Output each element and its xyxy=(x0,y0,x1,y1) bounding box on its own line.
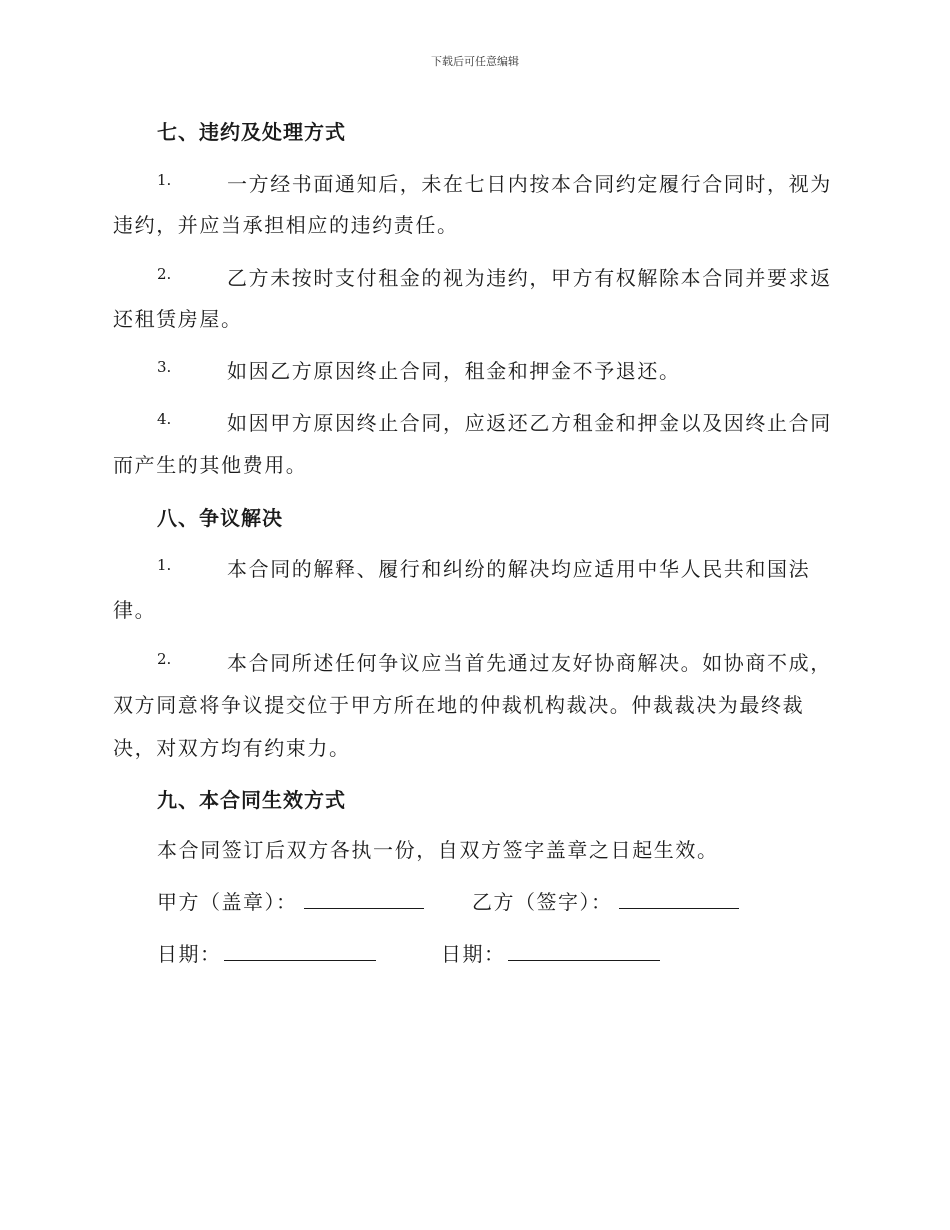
section-7-item-3-number: 3. xyxy=(157,358,172,376)
section-7-item-2-number: 2. xyxy=(157,265,172,283)
section-7-item-1-line-1: 一方经书面通知后，未在七日内按本合同约定履行合同时，视为 xyxy=(227,172,832,196)
section-7-item-4-number: 4. xyxy=(157,410,172,428)
section-7-heading: 七、违约及处理方式 xyxy=(157,120,346,144)
party-b-signature-line[interactable] xyxy=(619,890,739,909)
party-a-date xyxy=(157,938,376,967)
party-a-signature-line[interactable] xyxy=(304,890,424,909)
section-7-item-4-line-1: 如因甲方原因终止合同，应返还乙方租金和押金以及因终止合同 xyxy=(227,411,832,435)
section-9-body: 本合同签订后双方各执一份，自双方签字盖章之日起生效。 xyxy=(157,838,719,862)
section-8-item-1-line-2: 律。 xyxy=(113,598,157,622)
section-9-heading: 九、本合同生效方式 xyxy=(157,788,346,812)
section-8-item-2-line-1: 本合同所述任何争议应当首先通过友好协商解决。如协商不成， xyxy=(227,651,832,675)
party-a-label: 甲方（盖章）： xyxy=(157,890,298,914)
date-a-line[interactable] xyxy=(224,942,376,961)
party-a-signature xyxy=(157,886,424,915)
section-7-item-1-number: 1. xyxy=(157,171,172,189)
section-8-item-2-line-3: 决，对双方均有约束力。 xyxy=(113,736,351,760)
section-8-item-1-number: 1. xyxy=(157,556,172,574)
party-b-signature xyxy=(472,886,739,915)
section-8-item-1-line-1: 本合同的解释、履行和纠纷的解决均应适用中华人民共和国法 xyxy=(227,557,811,581)
section-8-item-2-number: 2. xyxy=(157,650,172,668)
date-a-label: 日期： xyxy=(157,942,222,966)
section-7-item-3-line-1: 如因乙方原因终止合同，租金和押金不予退还。 xyxy=(227,359,681,383)
section-7-item-2-line-1: 乙方未按时支付租金的视为违约，甲方有权解除本合同并要求返 xyxy=(227,266,832,290)
section-7-item-4-line-2: 而产生的其他费用。 xyxy=(113,453,308,477)
header-note: 下载后可任意编辑 xyxy=(431,55,519,68)
party-b-label: 乙方（签字）： xyxy=(472,890,613,914)
date-b-line[interactable] xyxy=(508,942,660,961)
section-7-item-1-line-2: 违约，并应当承担相应的违约责任。 xyxy=(113,213,459,237)
party-b-date xyxy=(441,938,660,967)
section-7-item-2-line-2: 还租赁房屋。 xyxy=(113,307,243,331)
date-b-label: 日期： xyxy=(441,942,506,966)
section-8-heading: 八、争议解决 xyxy=(157,506,283,530)
section-8-item-2-line-2: 双方同意将争议提交位于甲方所在地的仲裁机构裁决。仲裁裁决为最终裁 xyxy=(113,693,805,717)
